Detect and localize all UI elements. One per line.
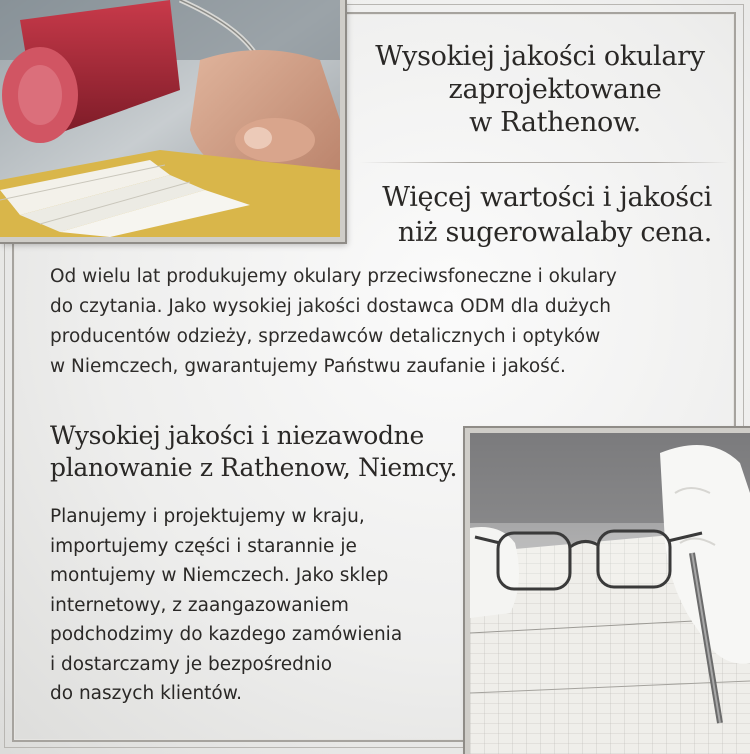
section-body-line-4: internetowy, z zaangazowaniem	[50, 594, 349, 616]
headline-line-3: w Rathenow.	[469, 107, 641, 138]
subheadline	[372, 180, 712, 250]
section-body-line-1: Planujemy i projektujemy w kraju,	[50, 506, 365, 527]
eyeglasses-illustration	[470, 433, 750, 754]
headline	[360, 40, 720, 139]
divider-line	[360, 162, 728, 163]
intro-line-3: producentów odzieży, sprzedawców detalicznych i optyków	[50, 326, 601, 347]
workshop-photo	[0, 0, 345, 242]
subheadline-line-1: Więcej wartości i jakości	[382, 182, 712, 213]
section-title	[50, 420, 470, 484]
section-body-line-3: montujemy w Niemczech. Jako sklep	[50, 565, 389, 586]
section-body-line-2: importujemy części i starannie je	[50, 535, 357, 557]
section-body-line-6: i dostarczamy je bezpośrednio	[50, 653, 333, 675]
headline-line-2: zaprojektowane	[448, 74, 662, 105]
section-title-line-1: Wysokiej jakości i niezawodne	[50, 421, 424, 450]
section-body	[50, 502, 460, 709]
section-body-line-7: do naszych klientów.	[50, 683, 243, 704]
workshop-illustration	[0, 0, 340, 237]
section-body-line-5: podchodzimy do kazdego zamówienia	[50, 624, 403, 645]
headline-line-1: Wysokiej jakości okulary	[375, 41, 705, 72]
intro-line-1: Od wielu lat produkujemy okulary przeciwsfoneczne i okulary	[50, 266, 617, 287]
subheadline-line-2: niż sugerowalaby cena.	[397, 217, 712, 248]
intro-line-4: w Niemczech, gwarantujemy Państwu zaufanie i jakość.	[50, 356, 566, 377]
section-title-line-2: planowanie z Rathenow, Niemcy.	[50, 453, 458, 482]
eyeglasses-photo	[465, 428, 750, 754]
intro-paragraph	[50, 262, 690, 382]
intro-line-2: do czytania. Jako wysokiej jakości dostawca ODM dla dużych	[50, 296, 611, 317]
